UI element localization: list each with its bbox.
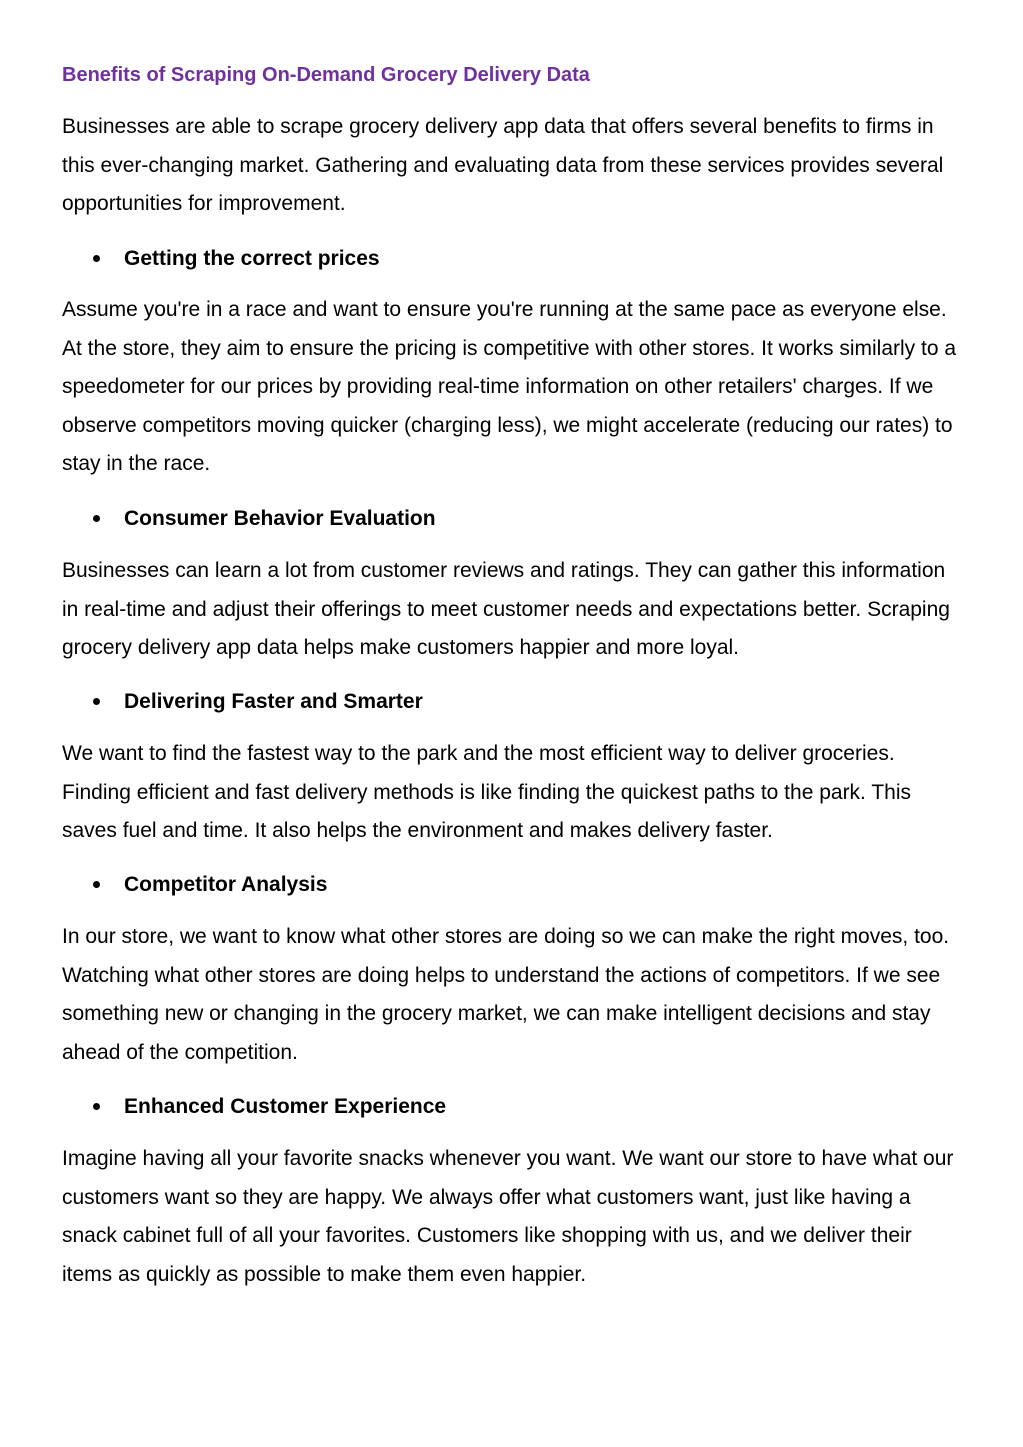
- bullet-icon: [93, 698, 100, 705]
- bullet-icon: [93, 1103, 100, 1110]
- bullet-icon: [93, 515, 100, 522]
- section-paragraph: Businesses can learn a lot from customer reviews and ratings. They can gather this information in real-time and adjust their offerings to meet customer needs and expectations better. Scraping grocery delivery app data helps make customers happier and more loyal.: [62, 559, 950, 659]
- bullet-heading: [62, 1092, 967, 1122]
- bullet-heading-label: Consumer Behavior Evaluation: [124, 507, 436, 530]
- bullet-heading: [62, 870, 967, 900]
- bullet-heading-label: Enhanced Customer Experience: [124, 1095, 447, 1118]
- section-paragraph: Imagine having all your favorite snacks whenever you want. We want our store to have what our customers want so they are happy. We always offer what customers want, just like having a snack cabinet full of all your favorites. Customers like shopping with us, and we deliver their items as quickly as possible to make them even happier.: [62, 1147, 954, 1286]
- bullet-heading: [62, 244, 967, 274]
- section-paragraph: Assume you're in a race and want to ensure you're running at the same pace as everyone else. At the store, they aim to ensure the pricing is competitive with other stores. It works similarly to a speedometer for our prices by providing real-time information on other retailers' charges. If we observe competitors moving quicker (charging less), we might accelerate (reducing our rates) to stay in the race.: [62, 298, 957, 475]
- bullet-heading-label: Getting the correct prices: [124, 247, 380, 270]
- bullet-heading-label: Competitor Analysis: [124, 873, 328, 896]
- bullet-heading: [62, 687, 967, 717]
- bullet-heading: [62, 504, 967, 534]
- document-title: Benefits of Scraping On-Demand Grocery Delivery Data: [62, 64, 590, 86]
- bullet-icon: [93, 881, 100, 888]
- section-paragraph: In our store, we want to know what other stores are doing so we can make the right moves, too. Watching what other stores are doing helps to understand the actions of competitors. If we see something new or changing in the grocery market, we can make intelligent decisions and stay ahead of the competition.: [62, 925, 950, 1064]
- intro-paragraph: Businesses are able to scrape grocery delivery app data that offers several benefits to firms in this ever-changing market. Gathering and evaluating data from these services provides several opportunities for improvement.: [62, 115, 944, 215]
- bullet-icon: [93, 255, 100, 262]
- bullet-heading-label: Delivering Faster and Smarter: [124, 690, 423, 713]
- section-paragraph: We want to find the fastest way to the park and the most efficient way to deliver groceries. Finding efficient and fast delivery methods is like finding the quickest paths to the park. This saves fuel and time. It also helps the environment and makes delivery faster.: [62, 742, 912, 842]
